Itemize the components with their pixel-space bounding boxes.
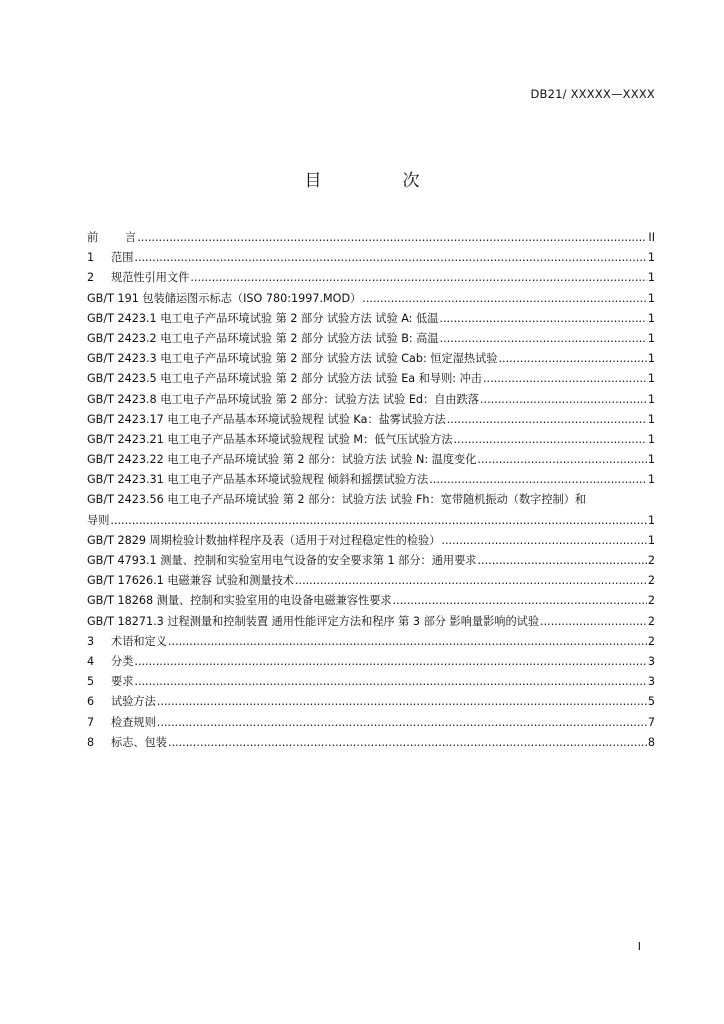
toc-entry-label: GB/T 2423.5 电工电子产品环境试验 第 2 部分 试验方法 试验 Ea 和导则: 冲击 (87, 372, 482, 386)
toc-entry-page: 1 (647, 291, 655, 305)
toc-entry-label: 试验方法 (111, 695, 156, 709)
toc-entry-page: 1 (647, 331, 655, 345)
toc-entry[interactable] (87, 532, 655, 552)
toc-entry-page: 8 (647, 735, 655, 749)
toc-entry-page: 2 (647, 594, 655, 608)
toc-entry-page: 2 (647, 614, 655, 628)
toc-entry-number: 6 (87, 695, 95, 709)
toc-entry[interactable] (87, 391, 655, 411)
toc-entry[interactable] (87, 451, 655, 471)
toc-entry[interactable] (87, 613, 655, 633)
toc-entry-label: GB/T 2423.22 电工电子产品环境试验 第 2 部分：试验方法 试验 N: 温度变化 (87, 453, 477, 467)
toc-entry-label: GB/T 18268 测量、控制和实验室用的电设备电磁兼容性要求 (87, 594, 392, 608)
toc-leader-dots (441, 534, 646, 547)
toc-entry-number: 3 (87, 634, 95, 648)
toc-entry-page: 1 (647, 251, 655, 265)
toc-entry-label: 范围 (111, 251, 134, 265)
toc-entry-number: 4 (87, 654, 95, 668)
toc-entry-label: 言 (125, 231, 137, 244)
toc-entry-label: 导则 (87, 513, 110, 527)
page-number: I (637, 940, 641, 953)
toc-entry-page: 1 (647, 412, 655, 426)
toc-entry-label: 检查规则 (111, 715, 156, 729)
toc-entry-label: GB/T 2829 周期检验计数抽样程序及表（适用于对过程稳定性的检验） (87, 533, 441, 547)
toc-leader-dots (439, 312, 646, 325)
toc-entry-number: 前 (87, 231, 99, 244)
toc-leader-dots (447, 413, 647, 426)
toc-entry-page: 7 (647, 715, 655, 729)
toc-entry-page: 1 (647, 392, 655, 406)
toc-entry[interactable] (87, 350, 655, 370)
toc-entry-page: 3 (647, 675, 655, 689)
toc-entry[interactable] (87, 633, 655, 653)
toc-leader-dots (480, 393, 647, 406)
toc-entry-label: GB/T 2423.31 电工电子产品基本环境试验规程 倾斜和摇摆试验方法 (87, 473, 429, 487)
toc-entry[interactable] (87, 512, 655, 532)
toc-leader-dots (137, 231, 647, 244)
toc-entry[interactable] (87, 673, 655, 693)
toc-entry-page: 1 (647, 533, 655, 547)
toc-entry-page: 5 (647, 695, 655, 709)
toc-entry[interactable] (87, 249, 655, 269)
toc-entry[interactable] (87, 572, 655, 592)
toc-leader-dots (134, 251, 646, 264)
toc-leader-dots (393, 594, 647, 607)
toc-entry-page: 2 (647, 554, 655, 567)
document-code: DB21/ XXXXX—XXXX (530, 87, 655, 101)
toc-entry-label: GB/T 18271.3 过程测量和控制装置 通用性能评定方法和程序 第 3 部分 影响量影响的试验 (87, 614, 540, 628)
toc-leader-dots (134, 675, 646, 688)
table-of-contents (87, 229, 655, 754)
toc-leader-dots (478, 554, 647, 567)
toc-entry[interactable] (87, 471, 655, 491)
toc-leader-dots (168, 736, 647, 749)
toc-entry-label: GB/T 2423.8 电工电子产品环境试验 第 2 部分：试验方法 试验 Ed：自由跌落 (87, 392, 479, 406)
toc-entry[interactable] (87, 269, 655, 289)
toc-entry[interactable] (87, 592, 655, 612)
toc-entry-page: 2 (647, 574, 655, 588)
toc-leader-dots (168, 635, 647, 648)
toc-entry-label: 标志、包装 (111, 735, 167, 749)
toc-entry-number: 5 (87, 675, 95, 689)
toc-entry[interactable] (87, 431, 655, 451)
toc-title: 目 次 (304, 171, 452, 191)
toc-entry[interactable] (87, 330, 655, 350)
toc-entry-page: II (648, 231, 655, 244)
toc-leader-dots (540, 615, 647, 628)
toc-entry[interactable] (87, 552, 655, 572)
toc-leader-dots (110, 514, 646, 527)
toc-entry-page: 3 (647, 654, 655, 668)
toc-entry-page: 1 (647, 311, 655, 325)
toc-entry[interactable] (87, 290, 655, 310)
toc-leader-dots (440, 332, 647, 345)
toc-entry-page: 1 (647, 473, 655, 487)
toc-entry-page: 1 (647, 432, 655, 446)
toc-entry-label: GB/T 4793.1 测量、控制和实验室用电气设备的安全要求第 1 部分：通用要求 (87, 554, 477, 567)
toc-entry-label: GB/T 191 包装储运图示标志（ISO 780:1997.MOD） (87, 291, 362, 305)
toc-entry-label: GB/T 2423.3 电工电子产品环境试验 第 2 部分 试验方法 试验 Cab: 恒定湿热试验 (87, 352, 498, 366)
toc-entry[interactable] (87, 734, 655, 754)
toc-entry-label: 术语和定义 (111, 634, 167, 648)
toc-entry-number: 1 (87, 251, 95, 265)
toc-leader-dots (477, 453, 646, 466)
toc-entry-page: 1 (647, 453, 655, 467)
toc-entry-number: 7 (87, 715, 95, 729)
toc-entry-number: 2 (87, 271, 95, 285)
toc-entry-label: GB/T 2423.2 电工电子产品环境试验 第 2 部分 试验方法 试验 B: 高温 (87, 331, 439, 345)
toc-leader-dots (454, 433, 647, 446)
toc-entry-page: 1 (647, 372, 655, 386)
toc-entry[interactable] (87, 491, 655, 511)
toc-entry-label: GB/T 2423.17 电工电子产品基本环境试验规程 试验 Ka：盐雾试验方法 (87, 412, 446, 426)
toc-entry[interactable] (87, 370, 655, 390)
toc-leader-dots (157, 695, 647, 708)
toc-leader-dots (134, 655, 646, 668)
toc-leader-dots (498, 352, 646, 365)
toc-entry-page: 2 (647, 634, 655, 648)
toc-leader-dots (190, 271, 647, 284)
toc-leader-dots (295, 574, 647, 587)
toc-entry-label: GB/T 2423.21 电工电子产品基本环境试验规程 试验 M：低气压试验方法 (87, 432, 453, 446)
toc-entry-label: GB/T 2423.56 电工电子产品环境试验 第 2 部分：试验方法 试验 Fh：宽带随机振动（数字控制）和 (87, 493, 587, 507)
toc-entry-label: 分类 (111, 654, 134, 668)
toc-entry[interactable] (87, 310, 655, 330)
toc-entry[interactable] (87, 229, 655, 249)
toc-entry-page: 1 (647, 271, 655, 285)
toc-entry-page: 1 (647, 513, 655, 527)
toc-entry-label: GB/T 2423.1 电工电子产品环境试验 第 2 部分 试验方法 试验 A: 低温 (87, 311, 439, 325)
toc-entry[interactable] (87, 714, 655, 734)
toc-entry-label: 规范性引用文件 (111, 271, 190, 285)
toc-leader-dots (483, 372, 647, 385)
toc-entry-page: 1 (647, 352, 655, 366)
toc-entry[interactable] (87, 693, 655, 713)
toc-entry[interactable] (87, 653, 655, 673)
toc-leader-dots (157, 716, 647, 729)
toc-entry-label: 要求 (111, 675, 134, 689)
toc-entry-label: GB/T 17626.1 电磁兼容 试验和测量技术 (87, 574, 294, 588)
toc-leader-dots (362, 292, 647, 305)
toc-entry-number: 8 (87, 735, 95, 749)
toc-entry[interactable] (87, 411, 655, 431)
toc-leader-dots (429, 473, 647, 486)
